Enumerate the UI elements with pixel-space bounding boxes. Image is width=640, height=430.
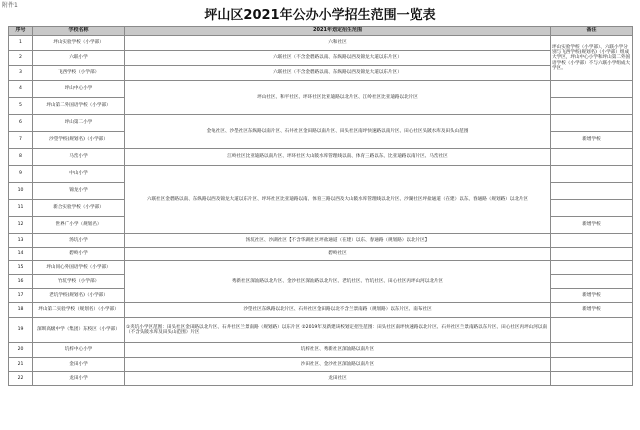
table-row	[9, 166, 633, 183]
school-name: 坪山同心外国语学校（小学部）	[33, 261, 125, 275]
row-no: 10	[9, 183, 33, 200]
school-name: 金田小学	[33, 358, 125, 372]
note-cell	[551, 115, 633, 132]
school-name: 龙田小学	[33, 372, 125, 386]
range-cell: 汤坑社区、沙湖社区【不含华湖社区坪盐通道（在建）以东、春通路（规划路）以北片区】	[125, 234, 551, 248]
table-row	[9, 66, 633, 81]
row-no: 3	[9, 66, 33, 81]
note-cell	[551, 343, 633, 358]
school-name: 坪山中心小学	[33, 81, 125, 98]
table-row	[9, 81, 633, 98]
table-row	[9, 149, 633, 166]
note-cell	[551, 248, 633, 261]
school-name: 坪山第二实验学校（规划名）（小学部）	[33, 303, 125, 318]
school-name: 沙壆学校(规划名)（小学部）	[33, 132, 125, 149]
school-name: 汤坑小学	[33, 234, 125, 248]
corner-label: 附件1	[2, 2, 18, 9]
note-cell	[551, 81, 633, 98]
header-no: 序号	[9, 27, 33, 36]
row-no: 8	[9, 149, 33, 166]
school-name: 坑梓中心小学	[33, 343, 125, 358]
row-no: 6	[9, 115, 33, 132]
table-row	[9, 261, 633, 275]
school-name: 飞西学校（小学部）	[33, 66, 125, 81]
school-name: 中山小学	[33, 166, 125, 183]
range-cell: 六联社区（不含金碧路以南、东纵路以西及锦龙大道以东片区）	[125, 66, 551, 81]
school-name: 坪山实验学校（小学部）	[33, 36, 125, 51]
note-cell	[551, 275, 633, 289]
school-name: 锦龙小学	[33, 183, 125, 200]
table-row	[9, 36, 633, 51]
range-cell: 沙田社区、金沙社区深汕路以南片区	[125, 358, 551, 372]
note-cell	[551, 358, 633, 372]
school-name: 六联小学	[33, 51, 125, 66]
table-row	[9, 234, 633, 248]
range-cell: 秀新社区深汕路以北片区、金沙社区深汕路以北片区、老坑社区、竹坑社区、田心社区丙坪山河以北片区	[125, 261, 551, 303]
row-no: 13	[9, 234, 33, 248]
range-cell: 六联社区（不含金碧路以南、东纵路以西及锦龙大道以东片区）	[125, 51, 551, 66]
row-no: 19	[9, 318, 33, 343]
note-cell: 新增学校	[551, 217, 633, 234]
table-row	[9, 303, 633, 318]
range-cell: 龙田社区	[125, 372, 551, 386]
note-cell: 坪山实验学校（小学部）、六联小学分别与飞西学校(规划名)（小学部）组成大学区，坪山中心小学和坪山第二外国语学校（小学部）不与六联小学组成大学区。	[551, 36, 633, 81]
school-name: 老坑学校(规划名)（小学部）	[33, 289, 125, 303]
row-no: 22	[9, 372, 33, 386]
row-no: 17	[9, 289, 33, 303]
table-row	[9, 318, 633, 343]
row-no: 15	[9, 261, 33, 275]
row-no: 2	[9, 51, 33, 66]
admission-table	[8, 26, 633, 386]
school-name: 竹坑学校（小学部）	[33, 275, 125, 289]
school-name: 世界广小学（规划名）	[33, 217, 125, 234]
table-row	[9, 51, 633, 66]
row-no: 21	[9, 358, 33, 372]
row-no: 11	[9, 200, 33, 217]
range-cell: 江岭社区比亚迪路以南片区、坪环社区大山陂水库管理线以南、体育三路以东、比亚迪路以南片区、马峦社区	[125, 149, 551, 166]
row-no: 1	[9, 36, 33, 51]
note-cell: 新增学校	[551, 289, 633, 303]
range-cell: 坪山社区、和平社区、坪环社区比亚迪路以北片区、江岭社区比亚迪路以北片区	[125, 81, 551, 115]
note-cell	[551, 183, 633, 200]
row-no: 9	[9, 166, 33, 183]
table-row	[9, 248, 633, 261]
header-row	[9, 27, 633, 36]
range-cell: 坑梓社区、秀新社区深汕路以南片区	[125, 343, 551, 358]
note-cell	[551, 166, 633, 183]
header-school: 学校名称	[33, 27, 125, 36]
note-cell	[551, 98, 633, 115]
table-row	[9, 372, 633, 386]
row-no: 18	[9, 303, 33, 318]
row-no: 16	[9, 275, 33, 289]
range-cell: ①夹坑小学区范围：田头社区金田路以北片区、石井社区兰景南路（规划路）以东片区 ②2019年及新建该校划定招生范围：田头社区南坪快速路以北片区、石井社区兰景南路以东片区、田心社区丙坪山河以南（不含头陂水库及田头山范围）片区	[125, 318, 551, 343]
range-cell: 沙壆社区东纵路以北片区、石井社区金田路以北不含兰景南路（规划路）以东片区、南布社区	[125, 303, 551, 318]
school-name: 坪山第二小学	[33, 115, 125, 132]
row-no: 20	[9, 343, 33, 358]
school-name: 新合实验学校（小学部）	[33, 200, 125, 217]
table-row	[9, 343, 633, 358]
note-cell	[551, 261, 633, 275]
row-no: 12	[9, 217, 33, 234]
range-cell: 金龟社区、沙壆社区东纵路以南片区、石井社区金田路以南片区、田头社区南坪快速路以南片区、田心社区头陂水库及田头山范围	[125, 115, 551, 149]
school-name: 马峦小学	[33, 149, 125, 166]
page-title: 坪山区2021年公办小学招生范围一览表	[204, 8, 436, 23]
table-row	[9, 358, 633, 372]
note-cell: 新增学校	[551, 303, 633, 318]
range-cell: 六联社区金碧路以南、东纵路以西及锦龙大道以东片区、坪环社区比亚迪路以南、体育三路以西及大山陂水库管理线以北片区、沙湖社区坪盐通道（在建）以东、春通路（规划路）以北片区	[125, 166, 551, 234]
note-cell	[551, 372, 633, 386]
note-cell	[551, 318, 633, 343]
school-name: 坪山第二外国语学校（小学部）	[33, 98, 125, 115]
note-cell	[551, 234, 633, 248]
note-cell: 新增学校	[551, 132, 633, 149]
note-cell	[551, 149, 633, 166]
range-cell: 碧岭社区	[125, 248, 551, 261]
school-name: 深圳高级中学（集团）东校区（小学部）	[33, 318, 125, 343]
range-cell: 六和社区	[125, 36, 551, 51]
row-no: 4	[9, 81, 33, 98]
row-no: 5	[9, 98, 33, 115]
row-no: 14	[9, 248, 33, 261]
table-row	[9, 115, 633, 132]
school-name: 碧岭小学	[33, 248, 125, 261]
header-note: 备注	[551, 27, 633, 36]
header-range: 2021年划定招生范围	[125, 27, 551, 36]
note-cell	[551, 200, 633, 217]
row-no: 7	[9, 132, 33, 149]
